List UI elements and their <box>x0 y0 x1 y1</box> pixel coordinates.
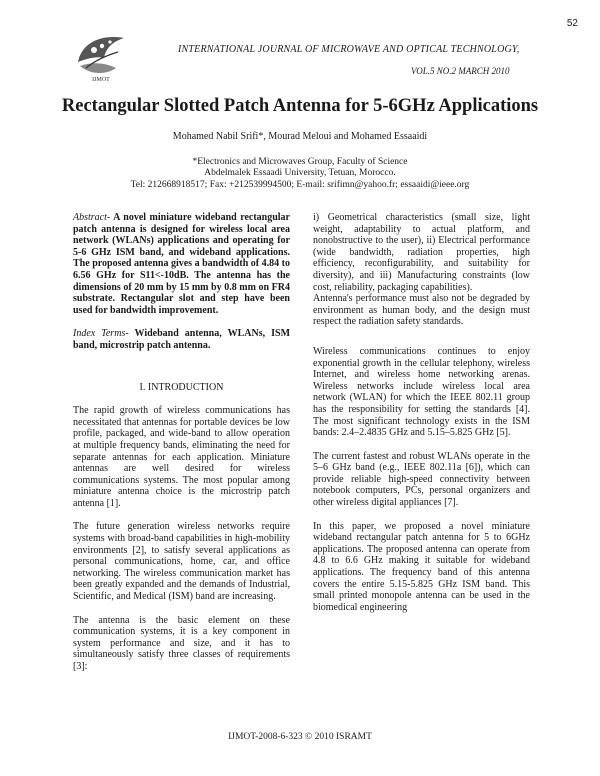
intro-paragraph-3: The antenna is the basic element on these communication systems, it is a key component in system performance and size, and it has to simultaneously satisfy three classes of requirements [3]: <box>73 614 290 672</box>
abstract-text: A novel miniature wideband rectangular patch antenna is designed for wireless local area network (WLANs) applications and operating for 5-6 GHz ISM band, and wideband applications. The proposed antenna gives a bandwidth of 4.84 to 6.56 GHz for S11<-10dB. The antenna has the dimensions of 20 mm by 15 mm by 0.8 mm on FR4 substrate. Rectangular slot and step have been used for bandwidth improvement. <box>73 212 290 316</box>
affiliation-line-2: Abdelmalek Essaadi University, Tetuan, Morocco. <box>204 168 396 178</box>
logo-emblem-icon <box>78 37 124 73</box>
section-heading-introduction: I. INTRODUCTION <box>139 381 224 393</box>
journal-title: INTERNATIONAL JOURNAL OF MICROWAVE AND OPTICAL TECHNOLOGY, <box>178 44 520 55</box>
abstract-label: Abstract- <box>73 212 111 223</box>
index-terms-text: Wideband antenna, WLANs, ISM band, microstrip patch antenna. <box>73 328 291 351</box>
page-number: 52 <box>566 18 578 29</box>
right-paragraph-1: i) Geometrical characteristics (small size, light weight, adaptability to actual platform, and nonobstructive to the user), ii) Electrical performance (wide bandwidth, radiation properties, high efficiency, reconfigurability, and suitability for diversity), and iii) Manufacturing constraints (low cost, reliability, packaging capabilities). <box>313 212 530 293</box>
left-column <box>73 212 290 673</box>
index-terms-label: Index Terms- <box>73 328 129 340</box>
right-column <box>313 212 530 613</box>
authors: Mohamed Nabil Srifi*, Mourad Meloui and Mohamed Essaaidi <box>172 131 428 142</box>
affiliation-line-1: *Electronics and Microwaves Group, Faculty of Science <box>192 157 408 167</box>
index-terms <box>73 328 290 351</box>
right-paragraph-2: Antenna's performance must also not be degraded by environment as human body, and the design must respect the radiation safety standards. <box>313 293 530 328</box>
right-paragraph-3: Wireless communications continues to enjoy exponential growth in the cellular telephony, wireless Internet, and wireless home networking arenas. Wireless networks include wireless local area network (WLAN) for which the IEEE 802.11 group has the responsibility for setting the standards [4]. The most significant technology exists in the ISM bands: 2.4–2.4835 GHz and 5.15–5.825 GHz [5]. <box>313 345 530 439</box>
logo-caption: IJMOT <box>92 77 110 83</box>
journal-logo <box>72 28 130 84</box>
volume-issue: VOL.5 NO.2 MARCH 2010 <box>411 66 510 76</box>
page-footer: IJMOT-2008-6-323 © 2010 ISRAMT <box>228 732 372 742</box>
right-paragraph-5: In this paper, we proposed a novel miniature wideband rectangular patch antenna for 5 to 6GHz applications. The proposed antenna can operate from 4.8 to 6.6 GHz making it suitable for wideband applications. The frequency band of this antenna covers the entire 5.15-5.825 GHz ISM band. This small printed monopole antenna can be used in the biomedical engineering <box>313 520 530 613</box>
paper-title: Rectangular Slotted Patch Antenna for 5-6GHz Applications <box>61 96 539 116</box>
intro-paragraph-2: The future generation wireless networks require systems with broad-band capabilities in high-mobility environments [2], to satisfy several applications as personal communications, home, car, and office networking. The wireless communication market has been greatly expanded and the demands of Industrial, Scientific, and Medical (ISM) band are increasing. <box>73 521 290 603</box>
abstract <box>73 212 290 316</box>
intro-paragraph-1: The rapid growth of wireless communications has necessitated that antennas for portable devices be low profile, packaged, and wide-band to allow operation at multiple frequency bands, eliminating the need for separate antennas for each application. Miniature antennas are well desired for wireless communications systems. The most popular among miniature antenna choice is the microstrip patch antenna [1]. <box>73 405 290 509</box>
affiliation-contact: Tel: 212668918517; Fax: +212539994500; E-mail: srifimn@yahoo.fr; essaaidi@ieee.org <box>130 180 470 190</box>
right-paragraph-4: The current fastest and robust WLANs operate in the 5–6 GHz band (e.g., IEEE 802.11a [6]), which can provide reliable high-speed connectivity between notebook computers, PCs, personal organizers and other wireless digital appliances [7]. <box>313 450 530 509</box>
